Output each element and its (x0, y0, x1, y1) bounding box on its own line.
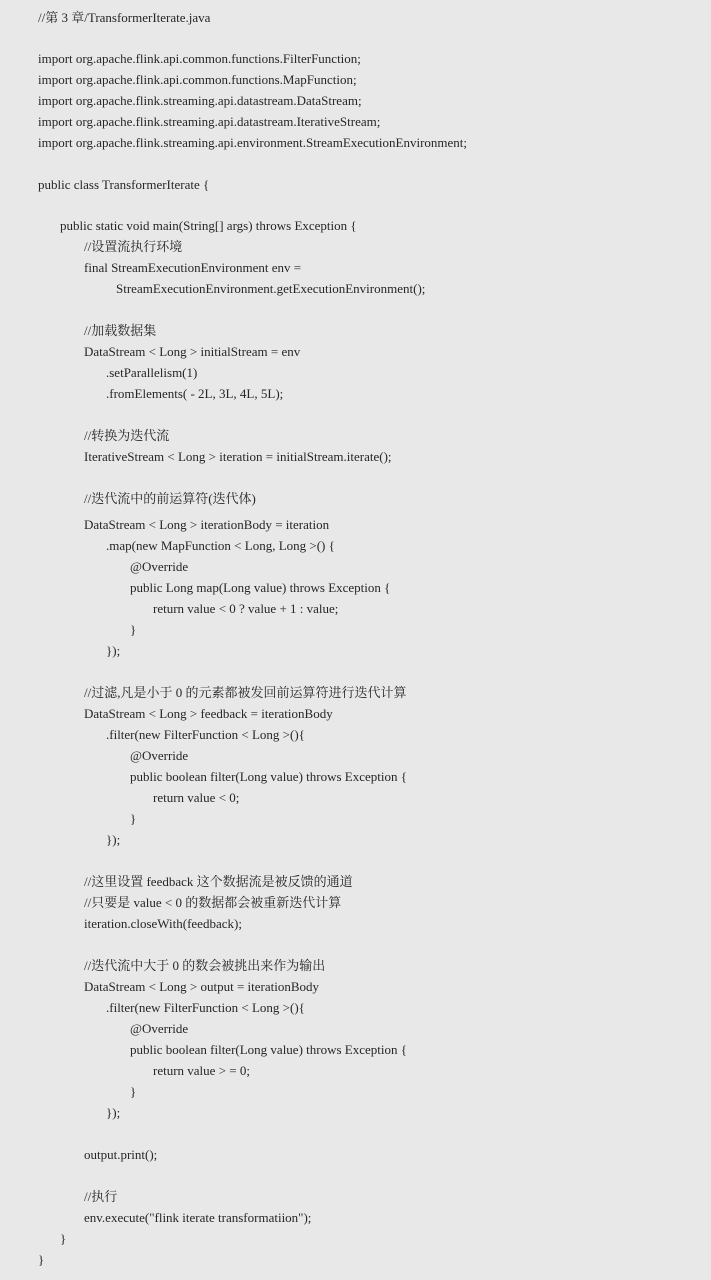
code-line: public boolean filter(Long value) throws Exception { (130, 1042, 407, 1057)
code-line: env.execute("flink iterate transformatiion"); (84, 1210, 312, 1225)
code-line: .map(new MapFunction < Long, Long >() { (106, 538, 335, 553)
code-line: //迭代流中的前运算符(迭代体) (84, 491, 256, 506)
code-line: DataStream < Long > output = iterationBody (84, 979, 320, 994)
code-line: }); (106, 832, 121, 847)
code-line: .filter(new FilterFunction < Long >(){ (106, 727, 305, 742)
code-line: } (130, 811, 137, 826)
code-line: @Override (130, 559, 189, 574)
code-line: DataStream < Long > iterationBody = iteration (84, 517, 330, 532)
code-line: @Override (130, 748, 189, 763)
code-line: import org.apache.flink.streaming.api.environment.StreamExecutionEnvironment; (38, 135, 468, 150)
code-line: iteration.closeWith(feedback); (84, 916, 242, 931)
code-line: @Override (130, 1021, 189, 1036)
code-line: final StreamExecutionEnvironment env = (84, 260, 302, 275)
code-line: return value < 0; (153, 790, 240, 805)
code-line: //执行 (84, 1189, 118, 1204)
code-line: }); (106, 1105, 121, 1120)
code-line: //只要是 value < 0 的数据都会被重新迭代计算 (84, 895, 342, 910)
code-line: }); (106, 643, 121, 658)
code-line: import org.apache.flink.streaming.api.datastream.IterativeStream; (38, 114, 381, 129)
code-line: } (38, 1252, 45, 1267)
code-line: //这里设置 feedback 这个数据流是被反馈的通道 (84, 874, 353, 889)
code-line: .fromElements( - 2L, 3L, 4L, 5L); (106, 386, 284, 401)
code-line: output.print(); (84, 1147, 158, 1162)
code-line: import org.apache.flink.api.common.functions.MapFunction; (38, 72, 357, 87)
code-line: public static void main(String[] args) throws Exception { (60, 218, 357, 233)
code-line: public boolean filter(Long value) throws Exception { (130, 769, 407, 784)
code-line: return value < 0 ? value + 1 : value; (153, 601, 339, 616)
code-line: //过滤,凡是小于 0 的元素都被发回前运算符进行迭代计算 (84, 685, 407, 700)
code-line: //转换为迭代流 (84, 428, 170, 443)
code-line: IterativeStream < Long > iteration = initialStream.iterate(); (84, 449, 392, 464)
code-line: } (60, 1231, 67, 1246)
code-line: } (130, 622, 137, 637)
code-line: .setParallelism(1) (106, 365, 198, 380)
code-line: public class TransformerIterate { (38, 177, 210, 192)
code-line: .filter(new FilterFunction < Long >(){ (106, 1000, 305, 1015)
code-line: StreamExecutionEnvironment.getExecutionEnvironment(); (116, 281, 426, 296)
code-line: //迭代流中大于 0 的数会被挑出来作为输出 (84, 958, 326, 973)
code-line: //第 3 章/TransformerIterate.java (38, 10, 211, 25)
code-line: } (130, 1084, 137, 1099)
code-line: import org.apache.flink.api.common.functions.FilterFunction; (38, 51, 361, 66)
code-line: DataStream < Long > initialStream = env (84, 344, 301, 359)
code-line: return value > = 0; (153, 1063, 250, 1078)
code-line: import org.apache.flink.streaming.api.datastream.DataStream; (38, 93, 362, 108)
code-line: //设置流执行环境 (84, 239, 183, 254)
code-line: public Long map(Long value) throws Exception { (130, 580, 391, 595)
code-line: //加载数据集 (84, 323, 157, 338)
code-line: DataStream < Long > feedback = iterationBody (84, 706, 333, 721)
